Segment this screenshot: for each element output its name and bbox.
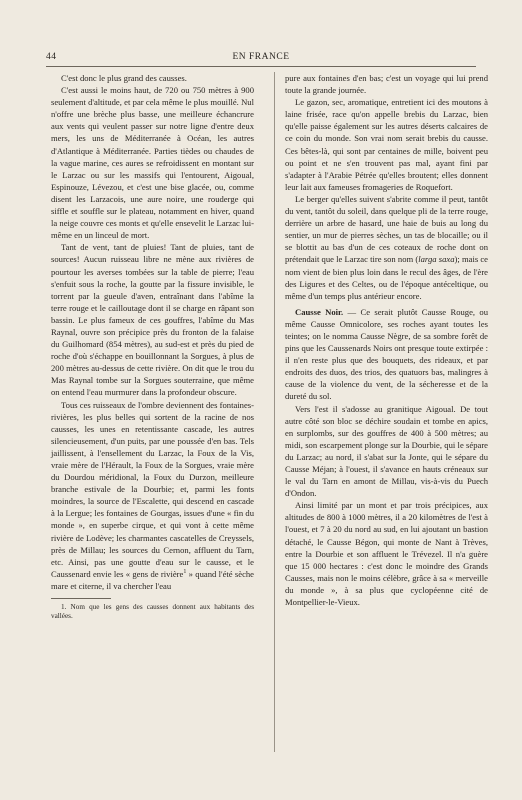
paragraph: C'est donc le plus grand des causses. [61, 73, 187, 83]
paragraph: Ainsi limité par un mont et par trois précipices, aux altitudes de 800 à 1000 mètres, il a 20 kilomètres de l'est à l'ouest, et 7 à 20 du nord au sud, en lui ajoutant un bastion détaché, le Causse Bégon, qui monte de Nant à Trèves, entre la Dourbie et son affluent le Trévezel. Il n'a guère que 15 000 hectares : c'est donc le moindre des Grands Causses, mais non le moins célèbre, grâce à sa « merveille du monde », à sa plus que cyclopéenne cité de Montpellier-le-Vieux. [285, 500, 488, 608]
paragraph: Tant de vent, tant de pluies! Tant de pluies, tant de sources! Aucun ruisseau libre ne mène aux rivières de pourtour les averses tombées sur la table de pierre; l'eau s'enfuit sous la roche, la goutte par la fissure invisible, le torrent par la gueule d'aven, entraînant dans l'abîme la terre rouge et le cailloutage dont il se charge en râpant son bassin. Le plus fameux de ces gouffres, l'abîme du Mas Raynal, ouvre son précipice près du fronton de la falaise du Guilhomard (854 mètres), au sud-est et près du pied de roche d'où s'échappe en bouillonnant la Sorgues, à plus de 200 mètres au-dessus de cette rivière. On dit que le trou du Mas Raynal tombe sur la Sorgues souterraine, que même on entend l'eau murmurer dans la profondeur obscure. [51, 242, 254, 398]
paragraph: Vers l'est il s'adosse au granitique Aigoual. De tout autre côté son bloc se déchire soudain et tombe en apics, en surplombs, sur des gouffres de 400 à 500 mètres; au midi, son escarpement plonge sur la Dourbie, qui le sépare du Larzac; au nord, il s'abat sur la Jonte, qui le sépare du Causse Méjan; à l'ouest, il s'avance en hauts créneaux sur le val du Tarn en amont de Millau, vis-à-vis du Puech d'Ondon. [285, 403, 488, 499]
section-heading: Causse Noir. [295, 306, 344, 317]
paragraph-text: — Ce serait plutôt Causse Rouge, ou même Causse Omnicolore, ses roches ayant toutes les teintes; on le nomma Causse Nègre, de sa sombre forêt de pins que les Caussenards Noirs ont presque toute extirpée : il n'en reste plus que des bouquets, des rideaux, et par endroits des duos, des trios, des quatuors bas, malingres à cause de la violence du vent, de la sécheresse et de la dureté du sol. [285, 306, 488, 402]
header-rule [46, 66, 476, 67]
page-number: 44 [46, 52, 57, 62]
paragraph [51, 399, 254, 593]
paragraph: C'est aussi le moins haut, de 720 ou 750 mètres à 900 seulement d'altitude, et par cela même le plus mouillé. Nul n'offre une brèche plus basse, une meilleure échancrure aux vents qui veulent passer sur notre ligne d'entre deux mers, les uns de Méditerranée à Océan, les autres d'Atlantique à Méditerranée. Parties tièdes ou chaudes de la vague marine, ces aures se refroidissent en montant sur le Larzac ou sur les massifs qui l'entourent, Aigoual, Espinouze, Lévezou, et c'est une bise glacée, ou, comme disent les Larzacois, une aure noire, une rouderge qui siffle et souffle sur le plateau, notamment en hiver, quand la neige couvre ces monts et qu'elle ensevelit le Larzac lui-même en un linceul de mort. [51, 85, 254, 241]
running-title: EN FRANCE [232, 52, 290, 62]
footnote-rule [51, 598, 111, 599]
latin-term: larga saxa [418, 254, 455, 265]
column-divider [274, 72, 275, 752]
right-column [285, 72, 488, 608]
paragraph [285, 306, 488, 403]
footnote-marker: 1 [183, 568, 187, 575]
paragraph: pure aux fontaines d'en bas; c'est un voyage qui lui prend toute la grande journée. [285, 73, 488, 96]
paragraph: Le gazon, sec, aromatique, entretient ici des moutons à laine frisée, race qu'on appelle brebis du Larzac, bien qu'elle paisse également sur les autres déserts calcaires de ce coin du monde. Son vrai nom serait brebis du causse. Ces bêtes-là, qui sont par centaines de mille, boivent peu ou point et ne s'en trouvent pas mal, ayant fini par s'adapter à l'Arabie Pétrée qu'elles broutent; elles donnent leur lait aux fameuses fromageries de Roquefort. [285, 97, 488, 192]
paragraph-text: » quand l'été sèche mare et citerne, il va chercher l'eau [51, 568, 254, 591]
left-column [51, 72, 254, 621]
paragraph [285, 193, 488, 302]
footnote: 1. Nom que les gens des causses donnent aux habitants des vallées. [51, 603, 254, 621]
paragraph-text: Tous ces ruisseaux de l'ombre deviennent des fontaines-rivières, les plus belles qui sortent de la racine de nos causses, les unes en retentissante cascade, les autres silencieusement, d'un puits, par une poussée d'en bas. Tels jaillissent, à l'ensellement du Larzac, la Foux de la Vis, vraie mère de l'Hérault, la Foux de la Sorgues, vraie mère du Dourdou méridional, la Foux du Durzon, meilleure branche estivale de la Dourbie; et, parmi les fonts moindres, la source de l'Escalette, qui descend en cascade à la Lergue; les fontaines de Gourgas, issues d'une « fin du monde », en superbe cirque, et qui vont à cette même rivière de Lodève; les charmantes cascatelles de Creyssels, près de Millau; les sources du Cernon, affluent du Tarn, etc. Ainsi, pas une goutte d'eau sur le causse, et le Caussenard envie les « gens de rivière [51, 399, 254, 579]
paragraph-text: ); mais ce nom vient de bien plus loin dans le recul des âges, de l'ère des Ligures et des Celtes, ou de l'époque antéceltique, ou même d'un temps plus antérieur encore. [285, 254, 488, 301]
paragraph-text: Le berger qu'elles suivent s'abrite comme il peut, tantôt du vent, tantôt du soleil, dans quelque pli de la terre rouge, derrière un arbre de hasard, une haie de buis au long du sentier, un mur de pierres sèches, un tas de blocaille; ou il se blottit au bas d'un de ces coteaux de roche dont on prétendait que le Larzac tire son nom ( [285, 193, 488, 265]
page-header [46, 52, 476, 66]
